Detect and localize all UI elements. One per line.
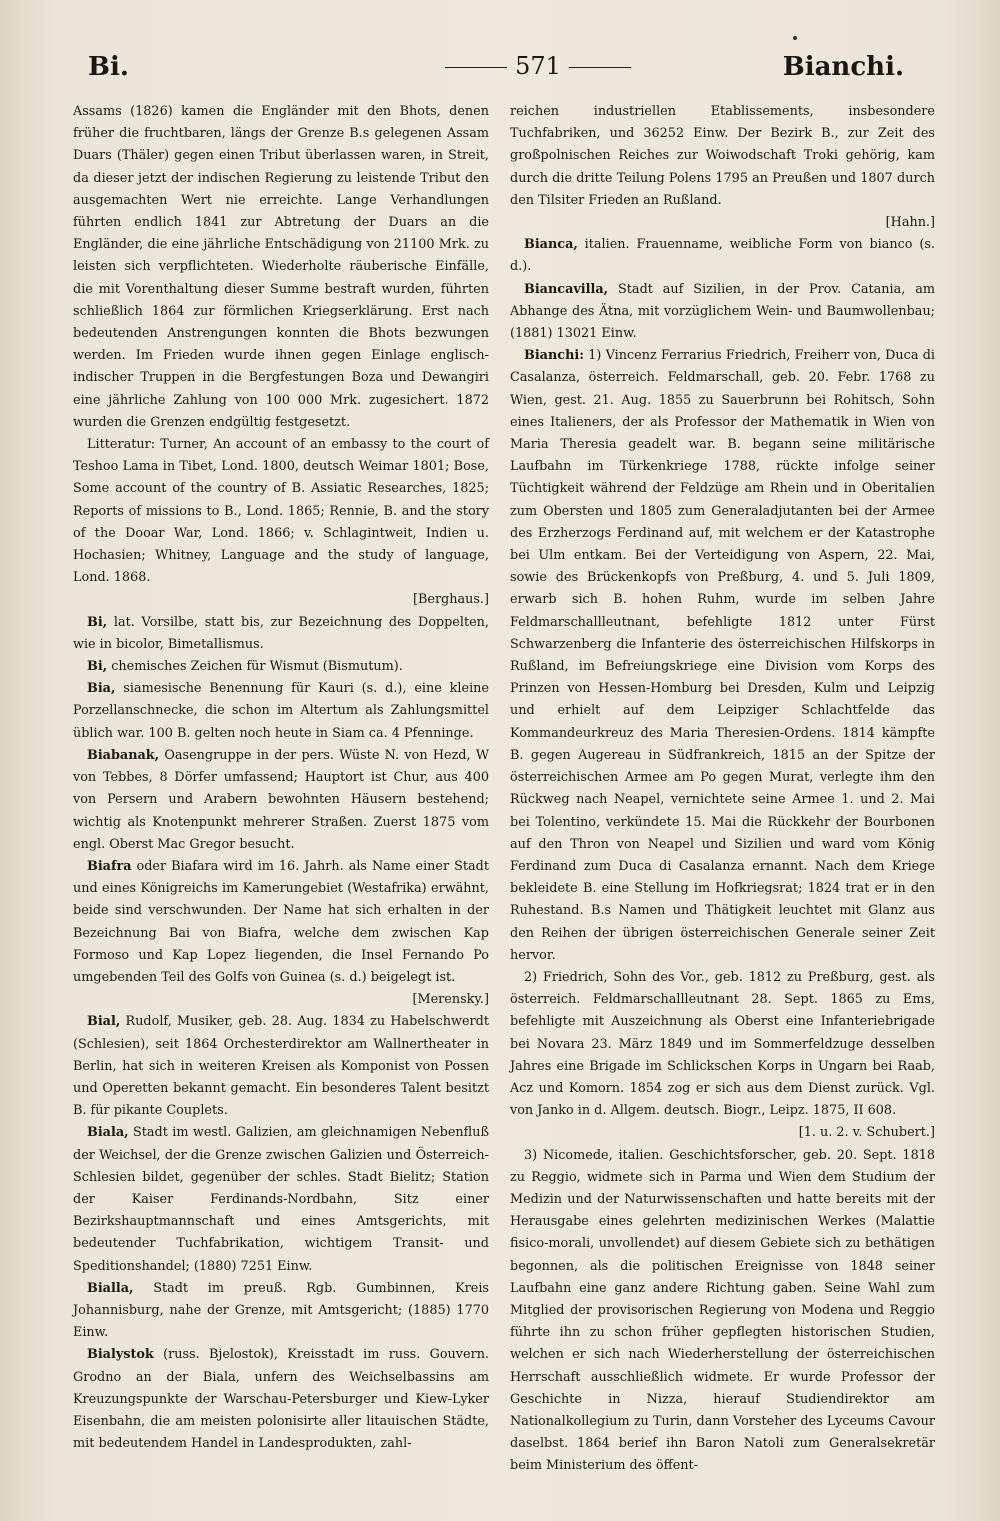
entry-text: Litteratur: Turner, An account of an embassy to the court of Teshoo Lama in Tibet, Lond. 1800, deutsch Weimar 1801; Bose, Some account of the country of B. Assiatic Researches, 1825; Reports of missions to B., Lond. 1865; Rennie, B. and the story of the Dooar War, Lond. 1866; v. Schlagintweit, Indien u. Hochasien; Whitney, Language and the study of language, Lond. 1868. — [73, 437, 489, 586]
page-header — [88, 52, 904, 92]
entry-paragraph — [73, 745, 489, 856]
entry-headword: Bianca, — [524, 237, 578, 253]
entry-paragraph — [73, 612, 489, 656]
page-number: 571 — [515, 52, 561, 80]
entry-text: oder Biafara wird im 16. Jahrh. als Name einer Stadt und eines Königreichs im Kamerungebiet (Westafrika) erwähnt, beide sind verschwunden. Der Name hat sich erhalten in der Bezeichnung Bai von Biafra, welche dem zwischen Kap Formoso und Kap Lopez liegenden, die Insel Fernando Po umgebenden Teil des Golfs von Guinea (s. d.) beigelegt ist. — [73, 858, 489, 985]
entry-paragraph — [73, 101, 489, 434]
entry-text: 3) Nicomede, italien. Geschichtsforscher, geb. 20. Sept. 1818 zu Reggio, widmete sich in Parma und Wien dem Studium der Medizin und der Naturwissenschaften und hatte bereits mit der Herausgabe eines gelehrten medizinischen Werkes (Malattie fisico-morali, unvollendet) auf diesem Gebiete sich zu bethätigen begonnen, als die politischen Ereignisse von 1848 seiner Laufbahn eine ganz andere Richtung gaben. Seine Wahl zum Mitglied der provisorischen Regierung von Modena und Reggio führte ihn zu schon früher gepflegten historischen Studien, welchen er sich nach Wiederherstellung der österreichischen Herrschaft ausschließlich widmete. Er wurde Professor der Geschichte in Nizza, hierauf Studiendirektor am Nationalkollegium zu Turin, dann Vorsteher des Lyceums Cavour daselbst. 1864 berief ihn Baron Natoli zum Generalsekretär beim Ministerium des öffent- — [510, 1147, 935, 1474]
entry-headword: Biabanak, — [87, 747, 160, 763]
entry-headword: Bianchi: — [524, 348, 584, 364]
entry-text: 1) Vincenz Ferrarius Friedrich, Freiherr von, Duca di Casalanza, österreich. Feldmarschall, geb. 20. Febr. 1768 zu Wien, gest. 21. Aug. 1855 zu Sauerbrunn bei Rohitsch, Sohn eines Italieners, der als Professor der Mathematik in Wien von Maria Theresia geadelt war. B. begann seine militärische Laufbahn im Türkenkriege 1788, rückte infolge seiner Tüchtigkeit während der Feldzüge am Rhein und in Oberitalien zum Obersten und 1805 zum Generaladjutanten bei der Armee des Erzherzogs Ferdinand auf, mit welchem er der Katastrophe bei Ulm entkam. Bei der Verteidigung von Aspern, 22. Mai, sowie des Brückenkopfs von Preßburg, 4. und 5. Juli 1809, erwarb sich B. hohen Ruhm, wurde im selben Jahre Feldmarschallleutnant, befehligte 1812 unter Fürst Schwarzenberg die Infanterie des österreichischen Hilfskorps in Rußland, im Befreiungskriege eine Division vom Korps des Prinzen von Hessen-Homburg bei Dresden, Kulm und Leipzig und erhielt auf dem Leipziger Schlachtfelde das Kommandeurkreuz des Maria Theresien-Ordens. 1814 kämpfte B. gegen Augereau in Südfrankreich, 1815 an der Spitze der österreichischen Armee am Po gegen Murat, verlegte ihm den Rückweg nach Neapel, vernichtete seine Armee 1. und 2. Mai bei Tolentino, verkündete 15. Mai die Rückkehr der Bourbonen auf den Thron von Neapel und Sizilien und ward vom König Ferdinand zum Duca di Casalanza ernannt. Nach dem Kriege bekleidete B. eine Stellung im Hofkriegsrat; 1824 trat er in den Ruhestand. B.s Namen und Thätigkeit leuchtet mit Glanz aus den Reihen der übrigen österreichischen Generale seiner Zeit hervor. — [510, 348, 935, 963]
header-left-catchword: Bi. — [88, 52, 129, 82]
entry-headword: Bi, — [87, 659, 108, 675]
entry-text: Oasengruppe in der pers. Wüste N. von Hezd, W von Tebbes, 8 Dörfer umfassend; Hauptort ist Chur, aus 400 von Persern und Arabern bewohnten Häusern bestehend; wichtig als Knotenpunkt mehrerer Straßen. Zuerst 1875 vom engl. Oberst Mac Gregor besucht. — [73, 747, 489, 852]
entry-text: Stadt im westl. Galizien, am gleichnamigen Nebenfluß der Weichsel, der die Grenze zwischen Galizien und Österreich-Schlesien bildet, gegenüber der schles. Stadt Bielitz; Station der Kaiser Ferdinands-Nordbahn, Sitz einer Bezirkshauptmannschaft und eines Amtsgerichts, mit bedeutender Tuchfabrikation, wichtigem Transit- und Speditionshandel; (1880) 7251 Einw. — [73, 1125, 489, 1274]
entry-headword: Biala, — [87, 1125, 129, 1141]
entry-text: lat. Vorsilbe, statt bis, zur Bezeichnung des Doppelten, wie in bicolor, Bimetallismus. — [73, 614, 489, 652]
ink-speck — [793, 36, 797, 40]
entry-paragraph — [73, 1344, 489, 1455]
entry-text: Stadt im preuß. Rgb. Gumbinnen, Kreis Johannisburg, nahe der Grenze, mit Amtsgericht; (1885) 1770 Einw. — [73, 1280, 489, 1341]
entry-paragraph — [510, 234, 935, 278]
entry-paragraph — [73, 1122, 489, 1277]
entry-paragraph — [510, 101, 935, 234]
entry-paragraph — [73, 656, 489, 678]
entry-text: (russ. Bjelostok), Kreisstadt im russ. Gouvern. Grodno an der Biala, unfern des Weichselbassins am Kreuzungspunkte der Warschau-Petersburger und Kiew-Lyker Eisenbahn, die am meisten polonisirte aller litauischen Städte, mit bedeutendem Handel in Landesprodukten, zahl- — [73, 1347, 489, 1452]
header-page-number — [398, 52, 678, 80]
entry-paragraph — [510, 967, 935, 1145]
entry-text: chemisches Zeichen für Wismut (Bismutum). — [107, 659, 403, 675]
entry-paragraph — [73, 434, 489, 612]
entry-paragraph — [73, 856, 489, 1011]
entry-text: Stadt auf Sizilien, in der Prov. Catania, am Abhange des Ätna, mit vorzüglichem Wein- und Baumwollenbau; (1881) 13021 Einw. — [510, 281, 935, 342]
entry-paragraph — [73, 1011, 489, 1122]
author-signature: [Berghaus.] — [412, 592, 489, 608]
entry-paragraph — [510, 1145, 935, 1478]
entry-paragraph — [510, 345, 935, 967]
header-right-catchword: Bianchi. — [782, 52, 904, 82]
entry-text: italien. Frauenname, weibliche Form von bianco (s. d.). — [510, 237, 935, 275]
author-signature: [1. u. 2. v. Schubert.] — [798, 1125, 935, 1141]
header-rule-right — [569, 67, 631, 68]
entry-paragraph — [73, 678, 489, 745]
header-rule-left — [445, 67, 507, 68]
entry-headword: Bia, — [87, 681, 116, 697]
author-signature: [Hahn.] — [885, 215, 935, 231]
entry-headword: Bialystok — [87, 1347, 154, 1363]
entry-text: Rudolf, Musiker, geb. 28. Aug. 1834 zu Habelschwerdt (Schlesien), seit 1864 Orchesterdirektor am Wallnertheater in Berlin, hat sich in weiteren Kreisen als Komponist von Possen und Operetten bekannt gemacht. Ein besonderes Talent besitzt B. für pikante Couplets. — [73, 1014, 489, 1119]
entry-headword: Biafra — [87, 858, 132, 874]
left-column — [73, 101, 489, 1455]
entry-headword: Bial, — [87, 1014, 121, 1030]
author-signature: [Merensky.] — [412, 992, 489, 1008]
right-column — [510, 101, 935, 1478]
entry-headword: Bi, — [87, 614, 108, 630]
entry-text: siamesische Benennung für Kauri (s. d.), eine kleine Porzellanschnecke, die schon im Altertum als Zahlungsmittel üblich war. 100 B. gelten noch heute in Siam ca. 4 Pfenninge. — [73, 681, 489, 741]
entry-text: reichen industriellen Etablissements, insbesondere Tuchfabriken, und 36252 Einw. Der Bezirk B., zur Zeit des großpolnischen Reiches zur Woiwodschaft Troki gehörig, kam durch die dritte Teilung Polens 1795 an Preußen und 1807 durch den Tilsiter Frieden an Rußland. — [510, 104, 935, 208]
entry-text: Assams (1826) kamen die Engländer mit den Bhots, denen früher die fruchtbaren, längs der Grenze B.s gelegenen Assam Duars (Thäler) gegen einen Tribut überlassen waren, in Streit, da dieser jetzt der indischen Regierung zu leistende Tribut den ausgemachten Wert nie erreichte. Lange Verhandlungen führten endlich 1841 zur Abtretung der Duars an die Engländer, die eine jährliche Entschädigung von 21100 Mrk. zu leisten sich verpflichteten. Wiederholte räuberische Einfälle, die mit Vorenthaltung dieser Summe bestraft wurden, führten schließlich 1864 zur förmlichen Kriegserklärung. Erst nach bedeutenden Anstrengungen konnten die Bhots bezwungen werden. Im Frieden wurde ihnen gegen Einlage englisch-indischer Truppen in die Bergfestungen Boza und Dewangiri eine jährliche Zahlung von 100 000 Mrk. zugesichert. 1872 wurden die Grenzen endgültig festgesetzt. — [73, 104, 489, 430]
entry-paragraph — [510, 279, 935, 346]
entry-headword: Bialla, — [87, 1280, 134, 1296]
entry-text: 2) Friedrich, Sohn des Vor., geb. 1812 zu Preßburg, gest. als österreich. Feldmarschallleutnant 28. Sept. 1865 zu Ems, befehligte mit Auszeichnung als Oberst eine Infanteriebrigade bei Novara 23. März 1849 und im Sommerfeldzuge desselben Jahres eine Brigade im Schlickschen Korps in Ungarn bei Raab, Acz und Komorn. 1854 zog er sich aus dem Dienst zurück. Vgl. von Janko in d. Allgem. deutsch. Biogr., Leipz. 1875, II 608. — [510, 969, 935, 1119]
entry-paragraph — [73, 1278, 489, 1345]
entry-headword: Biancavilla, — [524, 281, 609, 297]
